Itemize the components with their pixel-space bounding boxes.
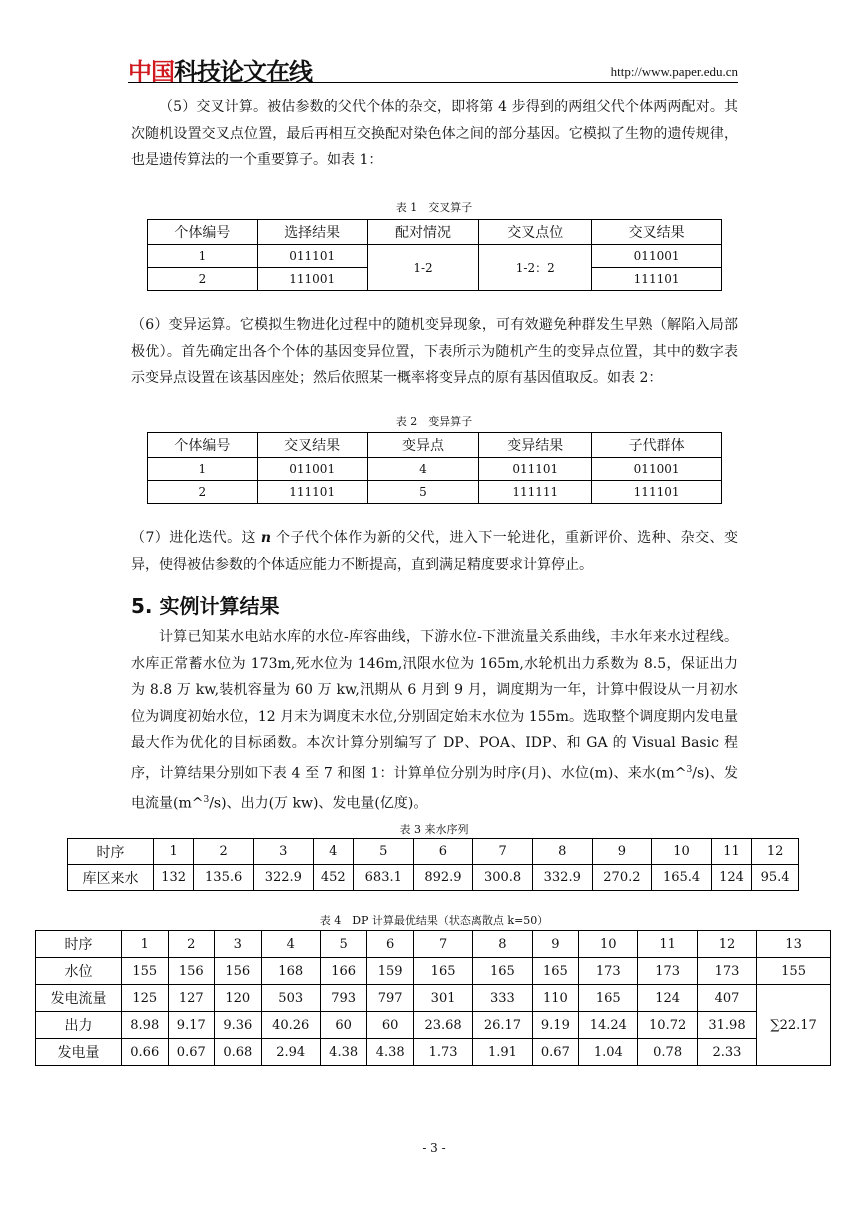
table-cell: 332.9 — [532, 865, 592, 891]
table-cell: 3 — [253, 839, 313, 865]
text-span: 计算已知某水电站水库的水位-库容曲线，下游水位-下泄流量关系曲线，丰水年来水过程线。水库正常蓄水位为 173m,死水位为 146m,汛限水位为 165m,水轮机出力系数为 8.5，保证出力为 8.8 万 kw,装机容量为 60 万 kw,汛期从 6 月到 9 月，调度期为一年，计算中假设从一月初水位为调度初始水位，12 月末为调度末水位,分别固定始末水位为 155m。选取整个调度期内发电量最大作为优化的目标函数。本次计算分别编写了 DP、POA、IDP、和 GA 的 Visual Basic 程序，计算结果分别如下表 4 至 7 和图 1：计算单位分别为时序(月)、水位(m)、来水(m^ — [131, 629, 738, 782]
table-header-row — [148, 433, 722, 458]
row-label: 时序 — [68, 839, 154, 865]
table-cell: 0.66 — [122, 1039, 169, 1066]
table-cell: 13 — [757, 931, 831, 958]
row-label: 时序 — [36, 931, 122, 958]
row-label: 发电流量 — [36, 985, 122, 1012]
table-cell: 8 — [473, 931, 532, 958]
table-cell: 156 — [168, 958, 215, 985]
table-cell: 60 — [367, 1012, 414, 1039]
superscript: 3 — [686, 764, 693, 775]
table-cell: 9.36 — [215, 1012, 262, 1039]
table-cell: 4.38 — [320, 1039, 367, 1066]
table-cell: 270.2 — [592, 865, 652, 891]
italic-n: n — [260, 530, 272, 546]
table-cell: 173 — [579, 958, 638, 985]
table-cell: 1.04 — [579, 1039, 638, 1066]
table-cell: 132 — [154, 865, 194, 891]
table-cell: 14.24 — [579, 1012, 638, 1039]
paragraph-example — [131, 624, 738, 817]
table-cell: 4 — [261, 931, 320, 958]
table-cell: 2 — [194, 839, 254, 865]
table-cell: 11 — [638, 931, 697, 958]
table-cell: 1-2：2 — [479, 245, 592, 291]
table3-caption: 表 3 来水序列 — [399, 823, 469, 836]
table-cell: 135.6 — [194, 865, 254, 891]
table-cell: 683.1 — [353, 865, 413, 891]
table-cell: 011101 — [479, 458, 592, 481]
table-cell: 8 — [532, 839, 592, 865]
table-cell: 11 — [711, 839, 751, 865]
table-cell: 95.4 — [752, 865, 799, 891]
table-header-cell: 交叉结果 — [592, 220, 722, 245]
table-cell: 9.19 — [532, 1012, 579, 1039]
table-cell: 011001 — [592, 458, 722, 481]
row-label: 发电量 — [36, 1039, 122, 1066]
table-cell: 26.17 — [473, 1012, 532, 1039]
table-cell: 5 — [367, 481, 479, 504]
table-cell: 2 — [168, 931, 215, 958]
table-cell: 503 — [261, 985, 320, 1012]
table-cell: 6 — [413, 839, 473, 865]
table-row — [36, 958, 831, 985]
table-row — [36, 931, 831, 958]
table-cell: 1.91 — [473, 1039, 532, 1066]
table-cell: 011001 — [592, 245, 722, 268]
row-label: 库区来水 — [68, 865, 154, 891]
table-row — [68, 839, 799, 865]
table-cell: 1 — [148, 245, 258, 268]
table-header-cell: 交叉结果 — [257, 433, 367, 458]
row-label: 水位 — [36, 958, 122, 985]
text-span: /s)、发电流量(m^ — [131, 765, 738, 812]
table-cell: 156 — [215, 958, 262, 985]
table-cell: 4.38 — [367, 1039, 414, 1066]
table-row — [148, 481, 722, 504]
table-cell: 155 — [122, 958, 169, 985]
header-url: http://www.paper.edu.cn — [610, 64, 738, 79]
table-cell: 301 — [413, 985, 472, 1012]
table-cell: 452 — [313, 865, 353, 891]
table-cell: 124 — [711, 865, 751, 891]
table-header-cell: 交叉点位 — [479, 220, 592, 245]
table-cell: 159 — [367, 958, 414, 985]
table-header-row — [148, 220, 722, 245]
table-header-cell: 配对情况 — [367, 220, 479, 245]
table-row — [68, 865, 799, 891]
table-cell: 111111 — [479, 481, 592, 504]
superscript: 3 — [203, 794, 210, 805]
table-cell: 011101 — [257, 245, 367, 268]
table-header-cell: 个体编号 — [148, 220, 258, 245]
table-header-cell: 个体编号 — [148, 433, 258, 458]
table-cell: 4 — [367, 458, 479, 481]
table-cell: 0.78 — [638, 1039, 697, 1066]
table-cell: 127 — [168, 985, 215, 1012]
table-cell: 793 — [320, 985, 367, 1012]
table-cell: 10.72 — [638, 1012, 697, 1039]
table-cell: 797 — [367, 985, 414, 1012]
table-cell: 0.68 — [215, 1039, 262, 1066]
header-divider — [128, 82, 738, 83]
paragraph-iteration — [131, 525, 738, 578]
table-cell: 165 — [473, 958, 532, 985]
table-cell: 173 — [697, 958, 756, 985]
table-cell: 2.33 — [697, 1039, 756, 1066]
table-cell: 111001 — [257, 268, 367, 291]
section-heading: 5. 实例计算结果 — [131, 594, 280, 618]
table-cell: 3 — [215, 931, 262, 958]
text-span: /s)、出力(万 kw)、发电量(亿度)。 — [209, 795, 428, 812]
text-span: 个子代个体作为新的父代，进入下一轮进化，重新评价、选种、杂交、变异，使得被估参数的个体适应能力不断提高，直到满足精度要求计算停止。 — [131, 530, 739, 573]
total-energy-cell: ∑22.17 — [757, 985, 831, 1066]
table-cell: 168 — [261, 958, 320, 985]
table-cell: 9.17 — [168, 1012, 215, 1039]
table-cell: 110 — [532, 985, 579, 1012]
table-cell: 407 — [697, 985, 756, 1012]
table-cell: 0.67 — [532, 1039, 579, 1066]
table3-inflow — [67, 838, 799, 891]
table-cell: 125 — [122, 985, 169, 1012]
table-cell: 155 — [757, 958, 831, 985]
table-cell: 31.98 — [697, 1012, 756, 1039]
table-cell: 111101 — [592, 481, 722, 504]
table-cell: 6 — [367, 931, 414, 958]
table-cell: 011001 — [257, 458, 367, 481]
table-cell: 12 — [697, 931, 756, 958]
table-cell: 166 — [320, 958, 367, 985]
table4-caption: 表 4 DP 计算最优结果（状态离散点 k=50） — [319, 914, 549, 927]
table-cell: 165 — [579, 985, 638, 1012]
table-cell: 111101 — [592, 268, 722, 291]
table-cell: 124 — [638, 985, 697, 1012]
table-cell: 4 — [313, 839, 353, 865]
table-cell: 7 — [473, 839, 533, 865]
table-cell: 1-2 — [367, 245, 479, 291]
table-cell: 1 — [154, 839, 194, 865]
table-cell: 2 — [148, 481, 258, 504]
table-cell: 300.8 — [473, 865, 533, 891]
page-number: - 3 - — [422, 1141, 446, 1155]
table-cell: 5 — [320, 931, 367, 958]
table-cell: 165 — [413, 958, 472, 985]
table-row — [36, 985, 831, 1012]
site-logo: 中国科技论文在线 — [128, 58, 312, 86]
table-header-cell: 选择结果 — [257, 220, 367, 245]
table-cell: 60 — [320, 1012, 367, 1039]
table-header-cell: 变异点 — [367, 433, 479, 458]
paragraph-crossover: （5）交叉计算。被估参数的父代个体的杂交，即将第 4 步得到的两组父代个体两两配对。其次随机设置交叉点位置，最后再相互交换配对染色体之间的部分基因。它模拟了生物的遗传规律，也是遗传算法的一个重要算子。如表 1： — [131, 99, 738, 168]
table-cell: 8.98 — [122, 1012, 169, 1039]
paragraph-mutation: （6）变异运算。它模拟生物进化过程中的随机变异现象，可有效避免种群发生早熟（解陷入局部极优）。首先确定出各个个体的基因变异位置，下表所示为随机产生的变异点位置，其中的数字表示变异点设置在该基因座处；然后依照某一概率将变异点的原有基因值取反。如表 2： — [131, 317, 738, 386]
table2-mutation — [147, 432, 722, 504]
table-cell: 7 — [413, 931, 472, 958]
table-cell: 333 — [473, 985, 532, 1012]
table-cell: 111101 — [257, 481, 367, 504]
table-cell: 165 — [532, 958, 579, 985]
table-cell: 9 — [532, 931, 579, 958]
table1-caption: 表 1 交叉算子 — [395, 201, 473, 214]
table-cell: 40.26 — [261, 1012, 320, 1039]
table-cell: 9 — [592, 839, 652, 865]
table-header-cell: 子代群体 — [592, 433, 722, 458]
table-row — [36, 1039, 831, 1066]
table-cell: 1 — [122, 931, 169, 958]
table-cell: 1.73 — [413, 1039, 472, 1066]
table-cell: 10 — [652, 839, 712, 865]
table-cell: 5 — [353, 839, 413, 865]
table-cell: 23.68 — [413, 1012, 472, 1039]
table-cell: 12 — [752, 839, 799, 865]
table-cell: 2 — [148, 268, 258, 291]
table-row — [148, 245, 722, 268]
table-cell: 1 — [148, 458, 258, 481]
table-cell: 0.67 — [168, 1039, 215, 1066]
table-row — [148, 458, 722, 481]
table-cell: 165.4 — [652, 865, 712, 891]
table-cell: 10 — [579, 931, 638, 958]
table-cell: 322.9 — [253, 865, 313, 891]
table1-crossover — [147, 219, 722, 291]
table-cell: 2.94 — [261, 1039, 320, 1066]
text-span: （7）进化迭代。这 — [131, 530, 261, 546]
table-cell: 173 — [638, 958, 697, 985]
table2-caption: 表 2 变异算子 — [395, 415, 473, 428]
table-cell: 120 — [215, 985, 262, 1012]
table-header-cell: 变异结果 — [479, 433, 592, 458]
row-label: 出力 — [36, 1012, 122, 1039]
table4-dp-results — [35, 930, 831, 1066]
table-row — [36, 1012, 831, 1039]
table-cell: 892.9 — [413, 865, 473, 891]
